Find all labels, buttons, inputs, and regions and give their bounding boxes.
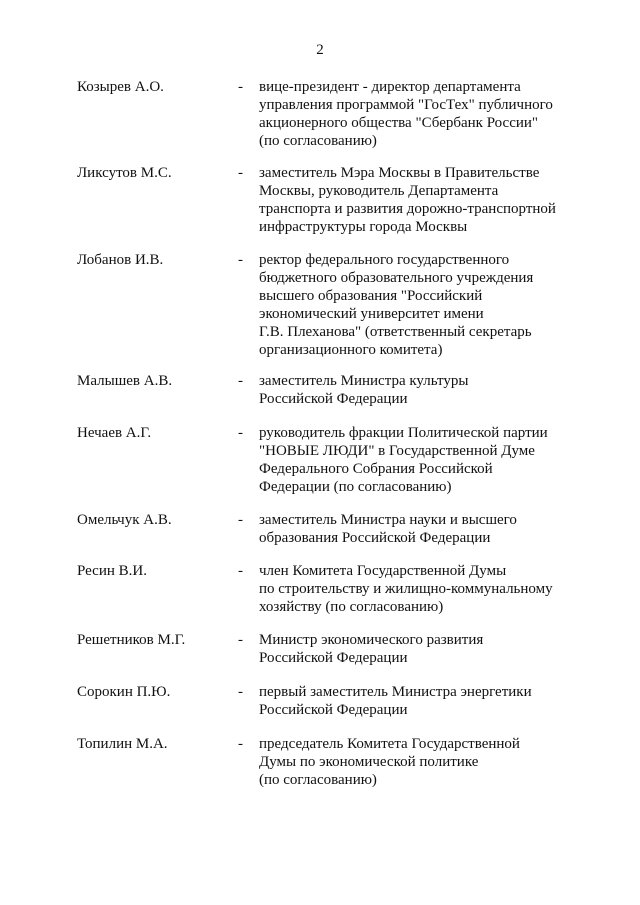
role-line: Федерального Собрания Российской xyxy=(259,461,493,477)
dash-separator: - xyxy=(238,684,243,700)
member-name: Козырев А.О. xyxy=(77,79,164,95)
role-line: по строительству и жилищно-коммунальному xyxy=(259,581,553,597)
dash-separator: - xyxy=(238,165,243,181)
role-line: транспорта и развития дорожно-транспортной xyxy=(259,201,556,217)
member-name: Лобанов И.В. xyxy=(77,252,164,268)
role-line: заместитель Министра науки и высшего xyxy=(259,512,517,528)
member-role xyxy=(259,631,629,667)
role-line: Думы по экономической политике xyxy=(259,754,479,770)
role-line: член Комитета Государственной Думы xyxy=(259,563,507,579)
member-name: Нечаев А.Г. xyxy=(77,425,152,441)
member-name: Топилин М.А. xyxy=(77,736,168,752)
role-line: образования Российской Федерации xyxy=(259,530,491,546)
role-line: (по согласованию) xyxy=(259,772,377,788)
role-line: Российской Федерации xyxy=(259,391,408,407)
role-line: руководитель фракции Политической партии xyxy=(259,425,548,441)
role-line: "НОВЫЕ ЛЮДИ" в Государственной Думе xyxy=(259,443,535,459)
role-line: (по согласованию) xyxy=(259,133,377,149)
role-line: председатель Комитета Государственной xyxy=(259,736,520,752)
member-role xyxy=(259,372,629,408)
member-role xyxy=(259,562,629,616)
member-name: Малышев А.В. xyxy=(77,373,173,389)
page-number: 2 xyxy=(316,42,324,58)
role-line: вице-президент - директор департамента xyxy=(259,79,521,95)
role-line: Г.В. Плеханова" (ответственный секретарь xyxy=(259,324,532,340)
member-role xyxy=(259,251,629,359)
member-name: Сорокин П.Ю. xyxy=(77,684,171,700)
role-line: Москвы, руководитель Департамента xyxy=(259,183,499,199)
dash-separator: - xyxy=(238,373,243,389)
member-name: Решетников М.Г. xyxy=(77,632,186,648)
member-name: Ликсутов М.С. xyxy=(77,165,172,181)
member-role xyxy=(259,683,629,719)
role-line: заместитель Министра культуры xyxy=(259,373,469,389)
role-line: высшего образования "Российский xyxy=(259,288,483,304)
dash-separator: - xyxy=(238,512,243,528)
role-line: Министр экономического развития xyxy=(259,632,484,648)
role-line: организационного комитета) xyxy=(259,342,443,358)
role-line: инфраструктуры города Москвы xyxy=(259,219,468,235)
role-line: бюджетного образовательного учреждения xyxy=(259,270,534,286)
member-role xyxy=(259,424,629,496)
dash-separator: - xyxy=(238,563,243,579)
role-line: Российской Федерации xyxy=(259,650,408,666)
role-line: экономический университет имени xyxy=(259,306,484,322)
role-line: Российской Федерации xyxy=(259,702,408,718)
member-name: Омельчук А.В. xyxy=(77,512,172,528)
member-role xyxy=(259,735,629,789)
dash-separator: - xyxy=(238,736,243,752)
member-role xyxy=(259,164,629,236)
member-role xyxy=(259,511,629,547)
dash-separator: - xyxy=(238,425,243,441)
dash-separator: - xyxy=(238,632,243,648)
role-line: первый заместитель Министра энергетики xyxy=(259,684,532,700)
role-line: ректор федерального государственного xyxy=(259,252,510,268)
dash-separator: - xyxy=(238,79,243,95)
member-role xyxy=(259,78,629,150)
member-name: Ресин В.И. xyxy=(77,563,147,579)
role-line: хозяйству (по согласованию) xyxy=(259,599,444,615)
role-line: заместитель Мэра Москвы в Правительстве xyxy=(259,165,540,181)
role-line: Федерации (по согласованию) xyxy=(259,479,452,495)
dash-separator: - xyxy=(238,252,243,268)
role-line: управления программой "ГосТех" публичного xyxy=(259,97,553,113)
role-line: акционерного общества "Сбербанк России" xyxy=(259,115,539,131)
